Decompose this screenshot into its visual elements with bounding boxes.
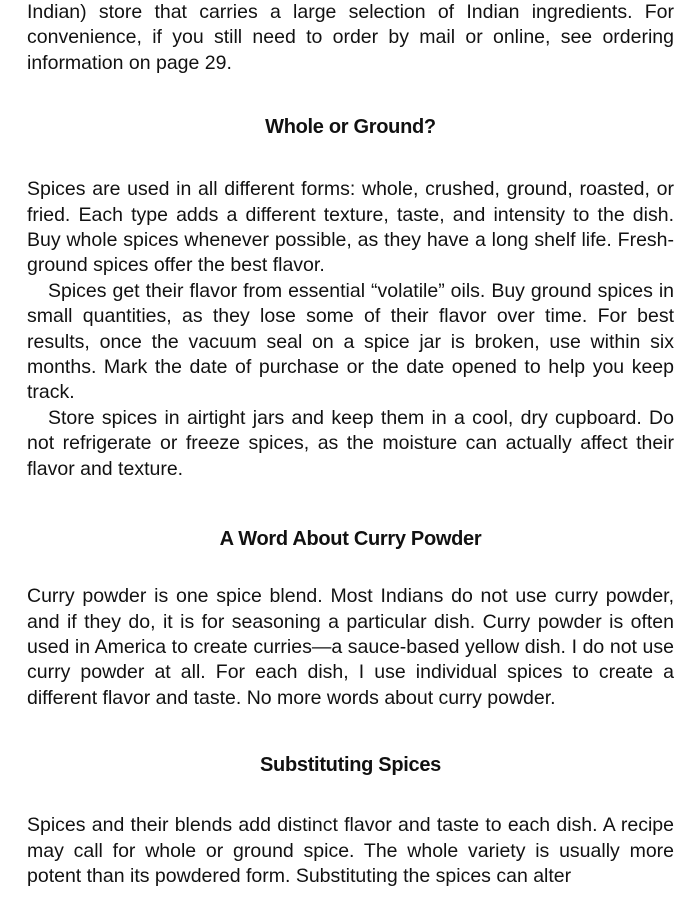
section-heading-substituting-spices: Substituting Spices: [260, 754, 441, 777]
substituting-spices-paragraph-1: Spices and their blends add distinct flavor and taste to each dish. A recipe may call for whole or ground spice. The whole variety is usually more potent than its powdered form. Substituting the spices can alter: [27, 814, 674, 887]
whole-or-ground-paragraph-1: Spices are used in all different forms: whole, crushed, ground, roasted, or fried. Each type adds a different texture, taste, and intensity to the dish. Buy whole spices whenever possible, as they have a long shelf life. Fresh-ground spices offer the best flavor.: [27, 178, 674, 277]
intro-paragraph: Indian) store that carries a large selection of Indian ingredients. For convenience, if you still need to order by mail or online, see ordering information on page 29.: [27, 1, 674, 74]
document-page: [27, 0, 674, 889]
section-heading-curry-powder: A Word About Curry Powder: [219, 528, 482, 551]
curry-powder-paragraph-1: Curry powder is one spice blend. Most Indians do not use curry powder, and if they do, it is for seasoning a particular dish. Curry powder is often used in America to create curries—a sauce-based yellow dish. I do not use curry powder at all. For each dish, I use individual spices to create a different flavor and taste. No more words about curry powder.: [27, 585, 674, 709]
section-heading-whole-or-ground: Whole or Ground?: [265, 116, 436, 139]
whole-or-ground-paragraph-2: Spices get their flavor from essential “volatile” oils. Buy ground spices in small quantities, as they lose some of their flavor over time. For best results, once the vacuum seal on a spice jar is broken, use within six months. Mark the date of purchase or the date opened to help you keep track.: [27, 279, 674, 404]
whole-or-ground-paragraph-3: Store spices in airtight jars and keep them in a cool, dry cupboard. Do not refrigerate or freeze spices, as the moisture can actually affect their flavor and texture.: [27, 406, 674, 480]
